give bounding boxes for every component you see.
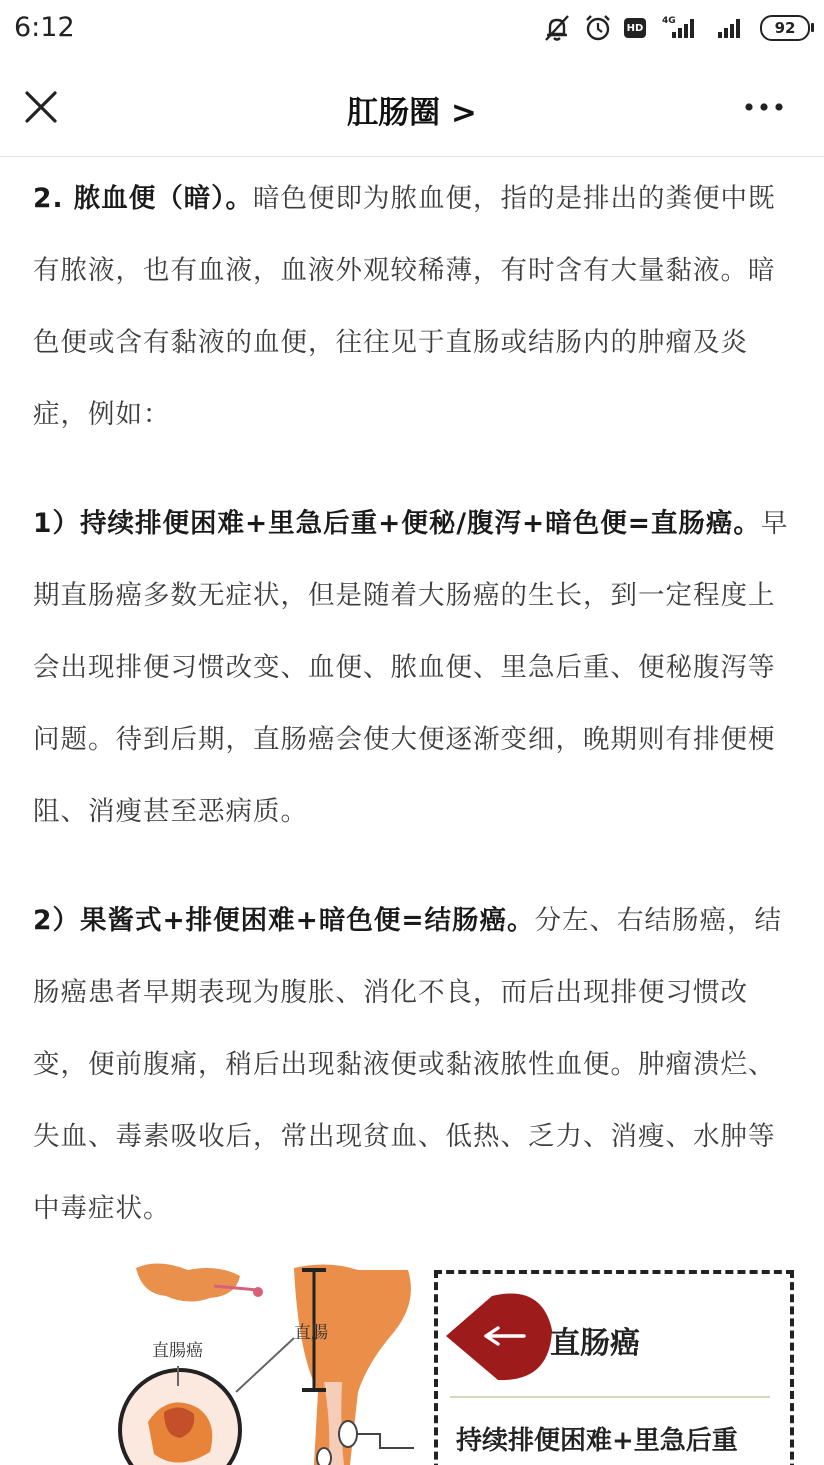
hd-icon: HD <box>624 18 646 38</box>
paragraph-text: 早期直肠癌多数无症状，但是随着大肠癌的生长，到一定程度上会出现排便习惯改变、血便、脓血便、里急后重、便秘腹泻等问题。待到后期，直肠癌会使大便逐渐变细，晚期则有排便梗阻、消瘦甚至恶病质。 <box>33 508 789 827</box>
paragraph-heading: 1）持续排便困难+里急后重+便秘/腹泻+暗色便=直肠癌。 <box>33 508 761 539</box>
signal-4g-icon <box>658 14 702 42</box>
figure-caption: 持续排便困难+里急后重 <box>456 1426 738 1456</box>
mute-bell-icon <box>542 13 572 43</box>
article-body <box>33 163 793 1245</box>
more-options-icon[interactable] <box>744 102 784 112</box>
battery-icon: 92 <box>760 15 810 41</box>
paragraph-text: 暗色便即为脓血便，指的是排出的粪便中既有脓液，也有血液，血液外观较稀薄，有时含有大量黏液。暗色便或含有黏液的血便，往往见于直肠或结肠内的肿瘤及炎症，例如： <box>33 183 776 430</box>
paragraph-rectal-cancer <box>33 488 793 848</box>
paragraph-colon-cancer <box>33 885 793 1245</box>
status-time: 6:12 <box>14 12 75 43</box>
status-icons <box>542 10 810 46</box>
figure-callout-title: 直肠癌 <box>550 1326 640 1361</box>
figure-divider <box>450 1396 770 1398</box>
paragraph-heading: 2）果酱式+排便困难+暗色便=结肠癌。 <box>33 905 535 936</box>
figure-label-rectal-cancer: 直腸癌 <box>152 1341 203 1361</box>
alarm-icon <box>584 14 612 42</box>
arrow-left-icon <box>446 1290 554 1382</box>
signal-icon <box>714 14 748 42</box>
rectal-cancer-illustration[interactable] <box>118 1262 794 1465</box>
network-type-label: 4G <box>662 16 676 26</box>
nav-bar <box>0 58 824 157</box>
anatomy-drawing <box>118 1262 438 1465</box>
figure-label-rectum: 直腸 <box>294 1323 328 1343</box>
paragraph-text: 分左、右结肠癌，结肠癌患者早期表现为腹胀、消化不良，而后出现排便习惯改变，便前腹痛，稍后出现黏液便或黏液脓性血便。肿瘤溃烂、失血、毒素吸收后，常出现贫血、低热、乏力、消瘦、水肿等中毒症状。 <box>33 905 783 1224</box>
account-title-link[interactable]: 肛肠圈 > <box>347 95 477 131</box>
status-bar <box>0 0 824 58</box>
paragraph-pus-blood-stool <box>33 163 793 451</box>
paragraph-heading: 2. 脓血便（暗）。 <box>33 183 253 214</box>
